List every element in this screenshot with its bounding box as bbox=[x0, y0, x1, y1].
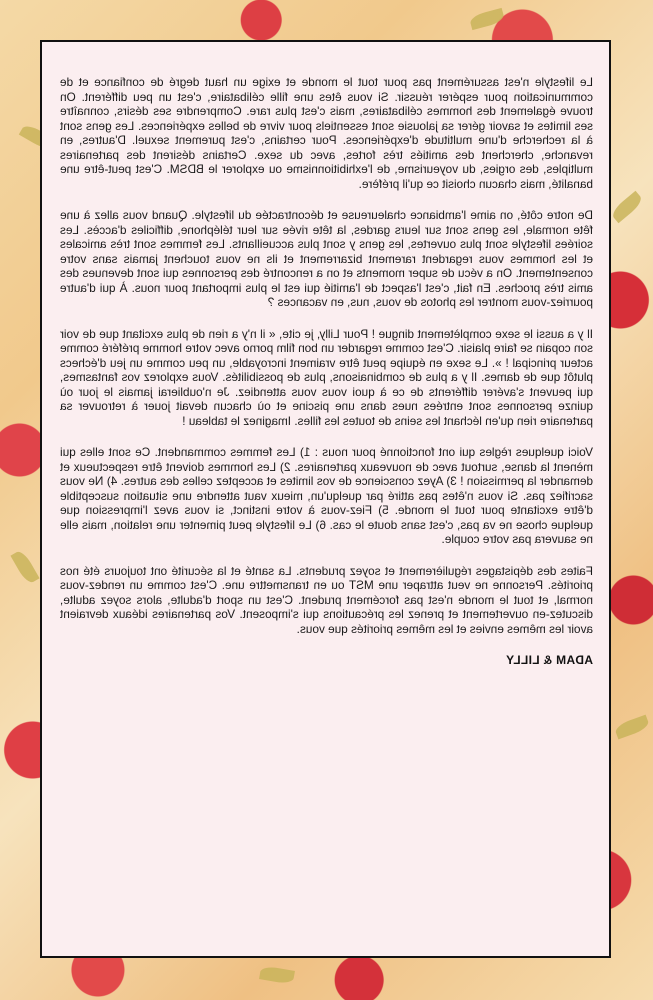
article-body bbox=[60, 75, 593, 667]
article-paragraph: Voici quelques règles qui ont fonctionné pour nous : 1) Les femmes commandent. Ce sont elles qui mènent la danse, surtout avec de nouveaux partenaires. 2) Les hommes doivent être respectueux et demander la permission ! 3) Ayez conscience de vos limites et acceptez celles des autres. 4) Ne vous sacrifiez pas. Si vous n'êtes pas attiré par quelqu'un, mieux vaut attendre une situation susceptible d'être excitante pour tout le monde. 5) Fiez-vous à votre instinct, si vous avez l'impression que quelque chose ne va pas, c'est sans doute le cas. 6) Le lifestyle peut pimenter une relation, mais elle ne sauvera pas votre couple. bbox=[60, 445, 593, 546]
leaf-decoration bbox=[10, 549, 39, 585]
leaf-decoration bbox=[614, 715, 651, 740]
article-paragraph: Faites des dépistages régulièrement et soyez prudents. La santé et la sécurité ont toujours été nos priorités. Personne ne veut attraper une MST ou en transmettre une. C'est comme un rendez-vous normal, et tout le monde n'est pas forcément prudent. C'est un sport d'adulte, alors soyez adulte, discutez-en ouvertement et prenez les précautions qui s'imposent. Vos partenaires idéaux devraient avoir les mêmes envies et les mêmes priorités que vous. bbox=[60, 563, 593, 636]
article-signature: ADAM & LILLY bbox=[505, 653, 593, 667]
article-paragraph: De notre côté, on aime l'ambiance chaleureuse et décontractée du lifestyle. Quand vous allez à une fête normale, les gens sont sur leurs gardes, la tête rivée sur leur téléphone, difficiles d'accès. Les soirées lifestyle sont plus ouvertes, les gens y sont plus accueillants. Les femmes sont très amicales et les hommes vous regardent rarement bizarrement et ils ne vous touchent jamais sans votre consentement. On a vécu de super moments et on a rencontré des personnes qui sont devenues des amis très proches. En fait, c'est l'aspect de l'amitié qui est le plus important pour nous. À qui d'autre pourriez-vous montrer les photos de vous, nus, en vacances ? bbox=[60, 208, 593, 309]
article-paragraph: Il y a aussi le sexe complètement dingue ! Pour Lilly, je cite, « il n'y a rien de plus excitant que de voir son copain se faire plaisir. C'est comme regarder un bon film porno avec votre homme préféré comme acteur principal ! ». Le sexe en équipe peut être vraiment incroyable, un peu comme un jeu d'échecs plutôt que de dames. Il y a plus de combinaisons, plus de possibilités. Vous explorez vos fantasmes, qui peuvent s'avérer différents de ce à quoi vous vous attendiez. Je n'oublierai jamais le jour où quinze personnes sont entrées nues dans une piscine et où chacun devait jouer à retrouver sa partenaire rien qu'en léchant les seins de toutes les filles. Imaginez le tableau ! bbox=[60, 326, 593, 428]
leaf-decoration bbox=[259, 965, 295, 985]
leaf-decoration bbox=[469, 8, 505, 30]
article-paragraph: Le lifestyle n'est assurément pas pour tout le monde et exige un haut degré de confiance et de communication pour espérer réussir. Si vous êtes une fille célibataire, c'est un peu différent. On trouve également des hommes célibataires, mais c'est plus rare. Comprendre ses désirs, connaître ses limites et savoir gérer sa jalousie sont essentiels pour vivre de belles expériences. Les gens sont à la recherche d'une multitude d'expériences. Pour certains, c'est purement sexuel. D'autres, en revanche, cherchent des amitiés très fortes, avec du sexe. Certains désirent des partenaires multiples, des orgies, du voyeurisme, de l'exhibitionnisme ou explorer le BDSM. C'est peut-être une banalité, mais chacun choisit ce qu'il préfère. bbox=[60, 75, 593, 191]
leaf-decoration bbox=[609, 191, 644, 224]
